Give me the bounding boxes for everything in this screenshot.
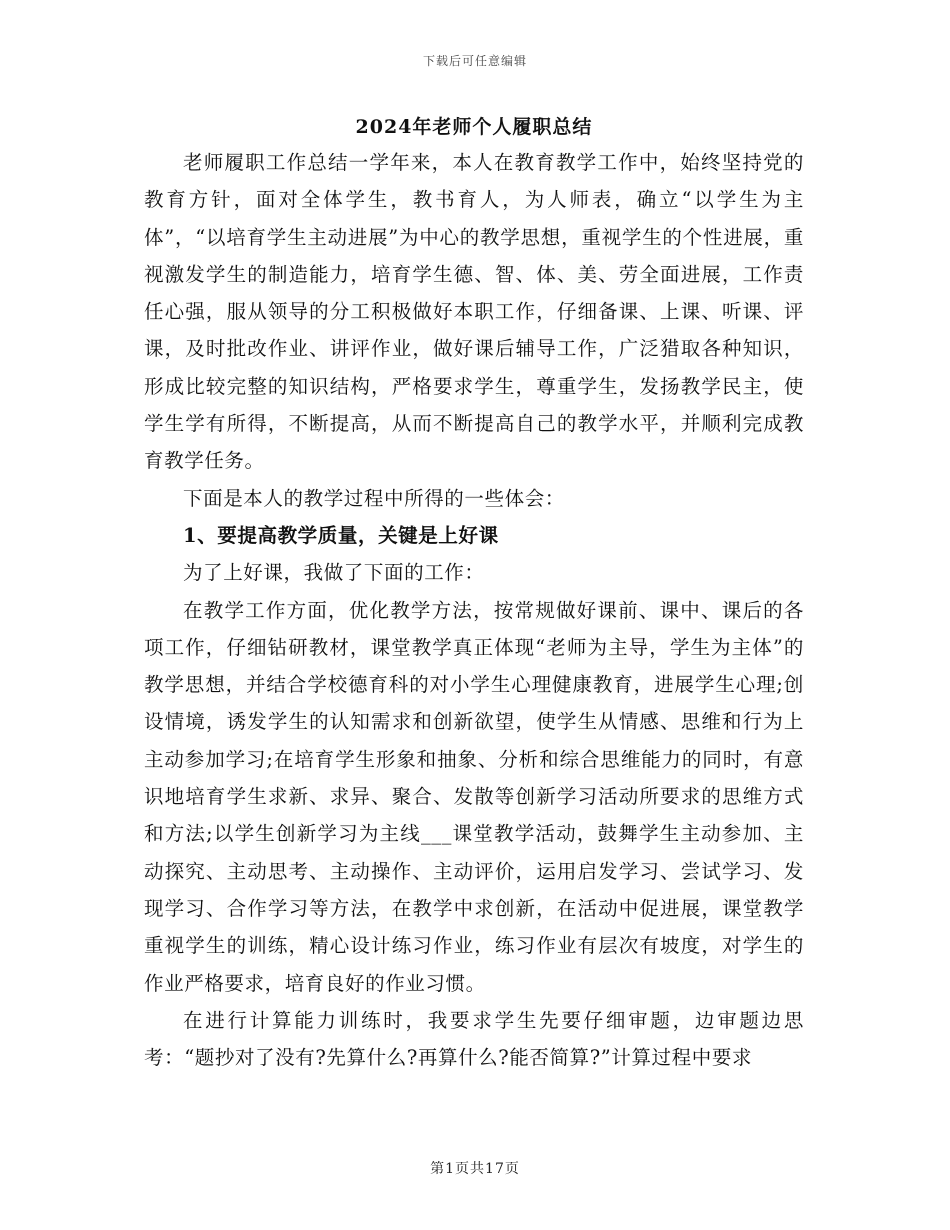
document-body (144, 112, 804, 1076)
document-title: 2024年老师个人履职总结 (355, 116, 593, 138)
paragraph-calculation: 在进行计算能力训练时，我要求学生先要仔细审题，边审题边思考：“题抄对了没有?先算什么?再算什么?能否简算?”计算过程中要求 (144, 1008, 804, 1070)
page-header: 下载后可任意编辑 (422, 54, 527, 68)
paragraph-intro: 下面是本人的教学过程中所得的一些体会： (183, 486, 565, 510)
section-heading-1: 1、要提高教学质量，关键是上好课 (183, 523, 499, 547)
page-footer: 第1页共17页 (430, 1161, 520, 1177)
paragraph-summary: 老师履职工作总结一学年来，本人在教育教学工作中，始终坚持党的教育方针，面对全体学生，教书育人，为人师表，确立“以学生为主体”，“以培育学生主动进展”为中心的教学思想，重视学生的个性进展，重视激发学生的制造能力，培育学生德、智、体、美、劳全面进展，工作责任心强，服从领导的分工积极做好本职工作，仔细备课、上课、听课、评课，及时批改作业、讲评作业，做好课后辅导工作，广泛猎取各种知识，形成比较完整的知识结构，严格要求学生，尊重学生，发扬教学民主，使学生学有所得，不断提高，从而不断提高自己的教学水平，并顺利完成教育教学任务。 (144, 151, 804, 473)
paragraph-teaching: 在教学工作方面，优化教学方法，按常规做好课前、课中、课后的各项工作，仔细钻研教材，课堂教学真正体现“老师为主导，学生为主体”的教学思想，并结合学校德育科的对小学生心理健康教育，进展学生心理;创设情境，诱发学生的认知需求和创新欲望，使学生从情感、思维和行为上主动参加学习;在培育学生形象和抽象、分析和综合思维能力的同时，有意识地培育学生求新、求异、聚合、发散等创新学习活动所要求的思维方式和方法;以学生创新学习为主线___课堂教学活动，鼓舞学生主动参加、主动探究、主动思考、主动操作、主动评价，运用启发学习、尝试学习、发现学习、合作学习等方法，在教学中求创新，在活动中促进展，课堂教学重视学生的训练，精心设计练习作业，练习作业有层次有坡度，对学生的作业严格要求，培育良好的作业习惯。 (144, 598, 804, 995)
paragraph-lead: 为了上好课，我做了下面的工作： (183, 561, 485, 585)
